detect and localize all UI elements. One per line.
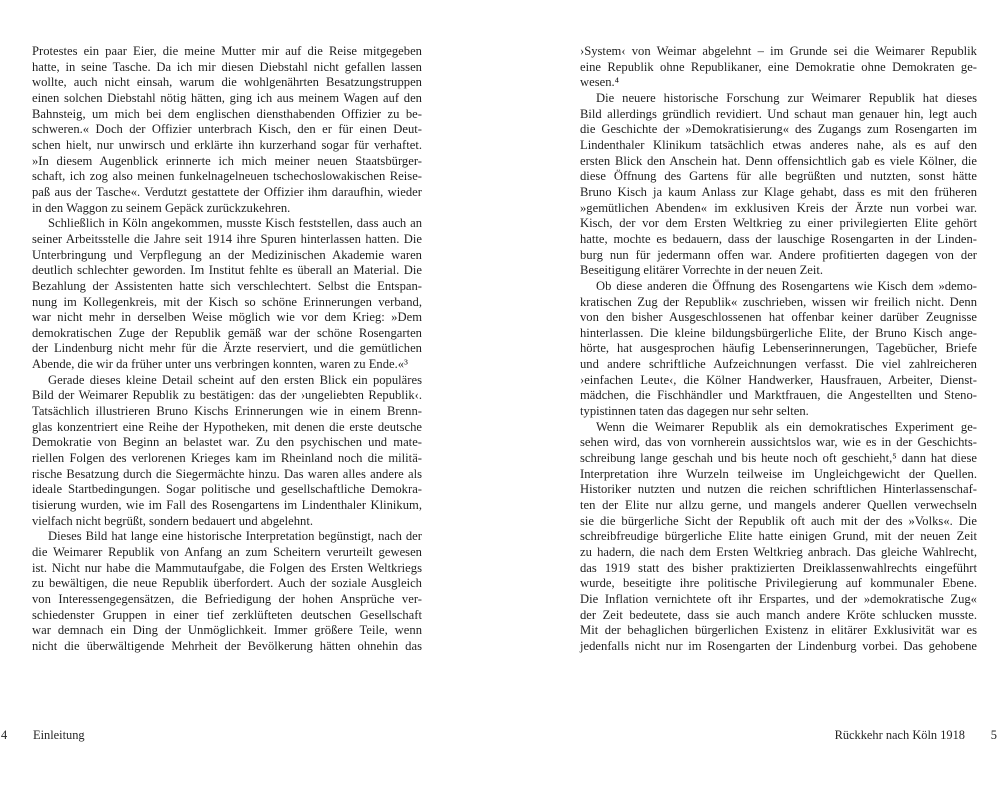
page-right xyxy=(500,0,1000,800)
text-line: demokratischen Zuge der Republik gemäß war der schöne Rosengarten xyxy=(32,325,422,340)
paragraph xyxy=(32,373,422,530)
text-line: Bruno Kisch ja kaum Anlass zur Klage gehabt, dass es mit den früheren xyxy=(580,184,977,199)
text-line: ›einfachen Leute‹, die Kölner Handwerker, Hausfrauen, Arbeiter, Dienst- xyxy=(580,372,977,387)
text-line: ten der Elite nur allzu gerne, und mangels anderer Quellen verwechseln xyxy=(580,498,977,513)
text-line: Schließlich in Köln angekommen, musste Kisch feststellen, dass auch an xyxy=(48,216,422,231)
text-line: Unterbringung und Verpflegung an der Medizinischen Akademie waren xyxy=(32,247,422,262)
text-line: Interpretation ihre Wurzeln teilweise im Ungleichgewicht der Quellen. xyxy=(580,466,977,481)
text-line: hinterlassen. Die kleine bildungsbürgerliche Elite, der Bruno Kisch ange- xyxy=(580,325,977,340)
text-line: Ob diese anderen die Öffnung des Rosengartens wie Kisch dem »demo- xyxy=(596,278,977,293)
text-line: Wenn die Weimarer Republik als ein demokratisches Experiment ge- xyxy=(596,419,977,434)
text-line: mädchen, die Fischhändler und Marktfrauen, die Angestellten und Steno- xyxy=(580,388,977,403)
text-line: der Lindenburg nicht mehr für die Ärzte reserviert, und die gemütlichen xyxy=(32,341,422,356)
text-line: typistinnen taten das dagegen nur sehr selten. xyxy=(580,404,809,419)
text-line: rische Besatzung durch die Siegermächte hinzu. Das waren alles andere als xyxy=(32,466,422,481)
text-line: riellen Folgen des verlorenen Krieges kam im Rheinland noch die militä- xyxy=(32,451,422,466)
text-line: schweren.« Doch der Offizier unterbrach Kisch, den er für einen Deut- xyxy=(32,122,422,137)
text-line: in den Waggon zu seinem Gepäck zurückzukehren. xyxy=(32,200,291,215)
text-line: wollte, auch nicht einsah, warum die wohlgenährten Besatzungstruppen xyxy=(32,75,422,90)
text-line: die Weimarer Republik von Anfang an zum Scheitern verurteilt gewesen xyxy=(32,545,422,559)
paragraph xyxy=(32,529,422,654)
text-line: zu bewältigen, die neue Republik überfordert. Auch der soziale Ausgleich xyxy=(32,576,422,591)
text-line: Die neuere historische Forschung zur Weimarer Republik hat dieses xyxy=(596,90,977,105)
text-line: hatte, mochte es bedauern, dass der lauschige Rosengarten in der Linden- xyxy=(580,231,977,246)
text-line: eine Republik ohne Republikaner, eine Demokratie ohne Demokraten ge- xyxy=(580,59,977,74)
text-line: der Zeit bedeutete, dass sie auch manch andere Kröte schlucken musste. xyxy=(580,607,977,622)
text-line: Bezahlung der Assistenten hatte sich verschlechtert. Selbst die Entspan- xyxy=(32,278,422,293)
text-line: zu hadern, die nach dem Ersten Weltkrieg anbrach. Das gleiche Wahlrecht, xyxy=(580,545,977,559)
text-line: die Geschichte der »Demokratisierung« des Zugangs zum Rosengarten im xyxy=(580,122,977,137)
text-line: Tatsächlich illustrieren Bruno Kischs Erinnerungen wie in einem Brenn- xyxy=(32,404,422,419)
text-line: ersten Blick den Anschein hat. Denn offensichtlich gab es viele Kölner, die xyxy=(580,153,977,168)
text-line: nung im Kollegenkreis, mit der Kisch so schöne Erinnerungen verband, xyxy=(32,294,422,309)
text-line: Kisch, der vor dem Ersten Weltkrieg zu einer privilegierten Elite gehört xyxy=(580,216,977,231)
text-line: hatte, in seine Tasche. Da ich mir diesen Diebstahl nicht gefallen lassen xyxy=(32,59,422,74)
text-line: seiner Arbeitsstelle die Jahre seit 1914 ihre Spuren hinterlassen hatten. Die xyxy=(32,231,422,246)
page-number: 4 xyxy=(1,728,8,742)
text-line: schreibung lange geschah und bis heute noch oft geschieht,⁵ dann hat diese xyxy=(580,451,977,466)
text-line: hörte, hat ausgesprochen häufig Lebenserinnerungen, Tagebücher, Briefe xyxy=(580,341,977,356)
text-line: ideale Startbedingungen. Sogar politische und gesellschaftliche Demokra- xyxy=(32,482,422,497)
paragraph xyxy=(580,279,977,420)
text-line: schaft, ich zog also meinen funkelnagelneuen tschechoslowakischen Reise- xyxy=(32,169,422,184)
text-line: Protestes ein paar Eier, die meine Mutter mir auf die Reise mitgegeben xyxy=(32,44,422,58)
text-line: burg nun für jedermann offen war. Andere profitierten dagegen von der xyxy=(580,247,977,262)
text-line: ist. Nicht nur habe die Mammutaufgabe, die Folgen des Ersten Weltkriegs xyxy=(32,560,422,575)
paragraph xyxy=(580,91,977,279)
text-line: von den bisher Ausgeschlossenen hat offenbar keiner darüber Zeugnisse xyxy=(580,310,977,325)
running-title: Einleitung xyxy=(33,728,85,742)
text-line: kratischen Zug der Republik« zuschrieben, wissen wir freilich nicht. Denn xyxy=(580,294,977,309)
text-line: Lindenthaler Klinikum tatsächlich etwas anderes nahe, als es auf den xyxy=(580,137,977,152)
text-line: Gerade dieses kleine Detail scheint auf den ersten Blick ein populäres xyxy=(48,372,422,387)
text-line: Mit der behaglichen bürgerlichen Existenz in elitärer Exklusivität war es xyxy=(580,623,977,638)
text-line: von Interessengegensätzen, die Befriedigung der hohen Ansprüche ver- xyxy=(32,591,422,606)
text-line: schreibfreudige bürgerliche Elite hatte einigen Grund, mit der neuen Zeit xyxy=(580,529,977,544)
text-line: glas konzentriert eine Reihe der Hypotheken, mit denen die erste deutsche xyxy=(32,419,422,434)
text-line: und andere schriftliche Aufzeichnungen verfasst. Die viel zahlreicheren xyxy=(580,357,977,372)
text-line: deutlich schlechter geworden. Im Institut fehlte es überall an Material. Die xyxy=(32,263,422,278)
text-line: ›System‹ von Weimar abgelehnt – im Grunde sei die Weimarer Republik xyxy=(580,44,977,58)
text-line: Bild allerdings gründlich revidiert. Und schaut man genauer hin, legt auch xyxy=(580,106,977,121)
text-line: tisierung wurden, wie im Fall des Rosengartens im Lindenthaler Klinikum, xyxy=(32,498,422,513)
text-line: war nicht mehr in derselben Weise möglich wie vor dem Krieg: »Dem xyxy=(32,310,422,325)
paragraph xyxy=(32,216,422,373)
text-line: nicht die überwältigende Mehrheit der Bevölkerung hätten ohnehin das xyxy=(32,638,422,653)
text-line: wesen.⁴ xyxy=(580,75,620,90)
text-line: sehen wird, das von vornherein aussichtslos war, wie es in der Geschichts- xyxy=(580,435,977,450)
text-line: jedenfalls nicht nur im Rosengarten der Lindenburg vorbei. Das gehobene xyxy=(580,638,977,653)
text-line: »In diesem Augenblick erinnerte ich mich meiner neuen Staatsbürger- xyxy=(32,153,422,168)
text-line: wurde, beseitigte ihre politische Privilegierung auf kommunaler Ebene. xyxy=(580,576,977,591)
text-line: sie die bürgerliche Sicht der Republik oft auch mit der des »Volks«. Die xyxy=(580,513,977,528)
text-line: das 1919 statt des bisher praktizierten Dreiklassenwahlrechts eingeführt xyxy=(580,560,977,575)
page-text xyxy=(32,44,422,655)
page-text xyxy=(580,44,977,655)
text-line: Abende, die wir da früher unter uns verbringen konnten, waren zu Ende.«³ xyxy=(32,357,408,372)
page-number: 5 xyxy=(990,728,997,742)
text-line: Die Inflation vernichtete oft ihr Erspartes, und der »demokratische Zug« xyxy=(580,591,977,606)
paragraph xyxy=(580,44,977,91)
text-line: »gemütlichen Abenden« im exklusiven Kreis der Ärzte nun vorbei war. xyxy=(580,200,977,215)
running-title: Rückkehr nach Köln 1918 xyxy=(834,728,965,742)
text-line: Beseitigung elitärer Vorrechte in der neuen Zeit. xyxy=(580,263,824,278)
text-line: Bild der Weimarer Republik zu bestätigen: das der ›ungeliebten Republik‹. xyxy=(32,388,422,403)
text-line: schen hielt, nur unwirsch und erklärte ihn kurzerhand sogar für verhaftet. xyxy=(32,137,422,152)
text-line: paß aus der Tasche«. Verdutzt gestattete der Offizier ihm daraufhin, wieder xyxy=(32,184,422,199)
text-line: Historiker nutzten und nutzen die reichen schriftlichen Hinterlassenschaf- xyxy=(580,482,977,497)
text-line: einen solchen Diebstahl nötig hätten, ging ich aus meinem Wagen auf den xyxy=(32,90,422,105)
paragraph xyxy=(580,420,977,655)
text-line: war demnach ein Ding der Unmöglichkeit. Immer größere Teile, wenn xyxy=(32,623,422,638)
text-line: vielfach nicht begrüßt, sondern bedauert und abgelehnt. xyxy=(32,513,314,528)
text-line: Dieses Bild hat lange eine historische Interpretation begünstigt, nach der xyxy=(48,529,422,544)
text-line: diese Öffnung des Gartens für alle begrüßten und nutzten, sonst hätte xyxy=(580,169,977,184)
text-line: Demokratie von Beginn an belastet war. Zu den psychischen und mate- xyxy=(32,435,422,450)
text-line: Bahnsteig, um mich bei dem englischen diensthabenden Offizier zu be- xyxy=(32,106,422,121)
text-line: schiedenster Gruppen in einer tief zerklüfteten deutschen Gesellschaft xyxy=(32,607,422,622)
paragraph xyxy=(32,44,422,216)
